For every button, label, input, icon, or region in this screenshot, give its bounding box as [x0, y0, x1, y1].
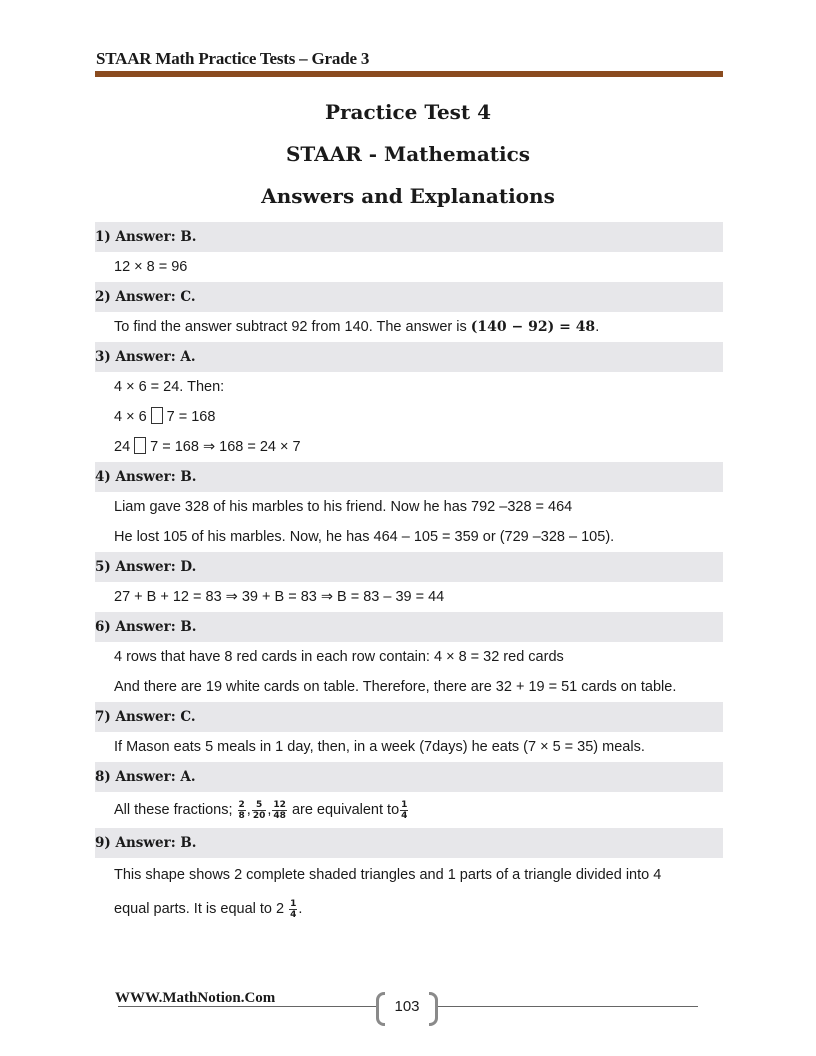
explanation-line: [95, 312, 723, 342]
page-number-badge: [376, 992, 438, 1022]
fraction: [272, 800, 287, 821]
answers-list: [95, 222, 723, 926]
explanation-line: He lost 105 of his marbles. Now, he has 464 – 105 = 359 or (729 –328 – 105).: [114, 529, 615, 545]
explanation-line: 12 × 8 = 96: [114, 259, 188, 275]
explanation-line: All these fractions; $\frac{2}{8}$ , $\frac{5}{20}$ , $\frac{12}{48}$ are equivalent to $\frac{1}{4}$: [114, 799, 408, 821]
header-rule: [95, 71, 723, 77]
answer-heading-6: 6) Answer: B.: [95, 612, 723, 642]
explanation-line: 27 + B + 12 = 83 ⇒ 39 + B = 83 ⇒ B = 83 – 39 = 44: [114, 589, 445, 605]
math-expression: (140 − 92) = 48: [470, 319, 596, 335]
numerator: 1: [290, 898, 297, 909]
period: .: [298, 901, 303, 917]
explanation-text: equal parts. It is equal to 2: [114, 901, 285, 917]
denominator: 4: [290, 909, 297, 920]
denominator: 8: [238, 810, 245, 821]
answer-heading-2: 2) Answer: C.: [95, 282, 723, 312]
expression-right: 7 = 168: [166, 409, 216, 425]
explanation-text: are equivalent to: [291, 802, 400, 818]
explanation-line: 4 rows that have 8 red cards in each row contain: 4 × 8 = 32 red cards: [114, 649, 564, 665]
expression-right: 7 = 168 ⇒ 168 = 24 × 7: [150, 439, 301, 455]
denominator: 48: [273, 810, 286, 821]
left-bracket-icon: [376, 992, 385, 1026]
denominator: 4: [401, 810, 408, 821]
explanation-line: And there are 19 white cards on table. Therefore, there are 32 + 19 = 51 cards on table.: [114, 679, 677, 695]
page-number: 103: [394, 998, 420, 1015]
answer-heading-8: 8) Answer: A.: [95, 762, 723, 792]
fraction: [289, 899, 297, 920]
period: .: [595, 319, 600, 335]
answer-heading-3: 3) Answer: A.: [95, 342, 723, 372]
fraction: [238, 800, 246, 821]
explanation-line: [95, 892, 723, 926]
explanation-line: [95, 402, 723, 432]
fraction: [252, 800, 267, 821]
explanation-line: If Mason eats 5 meals in 1 day, then, in a week (7days) he eats (7 × 5 = 35) meals.: [114, 739, 645, 755]
explanation-line: 4 × 6 = 24. Then:: [114, 379, 225, 395]
running-header: STAAR Math Practice Tests – Grade 3: [96, 49, 370, 68]
answer-heading-1: 1) Answer: B.: [95, 222, 723, 252]
answer-heading-9: 9) Answer: B.: [95, 828, 723, 858]
missing-operator-box: [151, 407, 163, 424]
explanation-line: [95, 432, 723, 462]
page-subtitle: STAAR - Mathematics: [285, 142, 531, 166]
answer-heading-5: 5) Answer: D.: [95, 552, 723, 582]
numerator: 5: [252, 800, 267, 811]
explanation-text: To find the answer subtract 92 from 140. The answer is: [114, 319, 471, 335]
numerator: 12: [273, 799, 286, 810]
missing-operator-box: [134, 437, 146, 454]
explanation-text: All these fractions;: [114, 802, 233, 818]
numerator: 1: [401, 799, 408, 810]
answer-heading-7: 7) Answer: C.: [95, 702, 723, 732]
explanation-line: This shape shows 2 complete shaded triangles and 1 parts of a triangle divided into 4: [114, 867, 662, 883]
page-title: Practice Test 4: [324, 100, 492, 124]
fraction: [400, 800, 408, 821]
footer-url: WWW.MathNotion.Com: [115, 990, 276, 1006]
section-title: Answers and Explanations: [261, 184, 555, 208]
expression-left: 24: [114, 439, 131, 455]
explanation-line: Liam gave 328 of his marbles to his friend. Now he has 792 –328 = 464: [114, 499, 573, 515]
expression-left: 4 × 6: [114, 409, 147, 425]
numerator: 2: [238, 799, 245, 810]
right-bracket-icon: [429, 992, 438, 1026]
answer-heading-4: 4) Answer: B.: [95, 462, 723, 492]
denominator: 20: [252, 810, 266, 821]
